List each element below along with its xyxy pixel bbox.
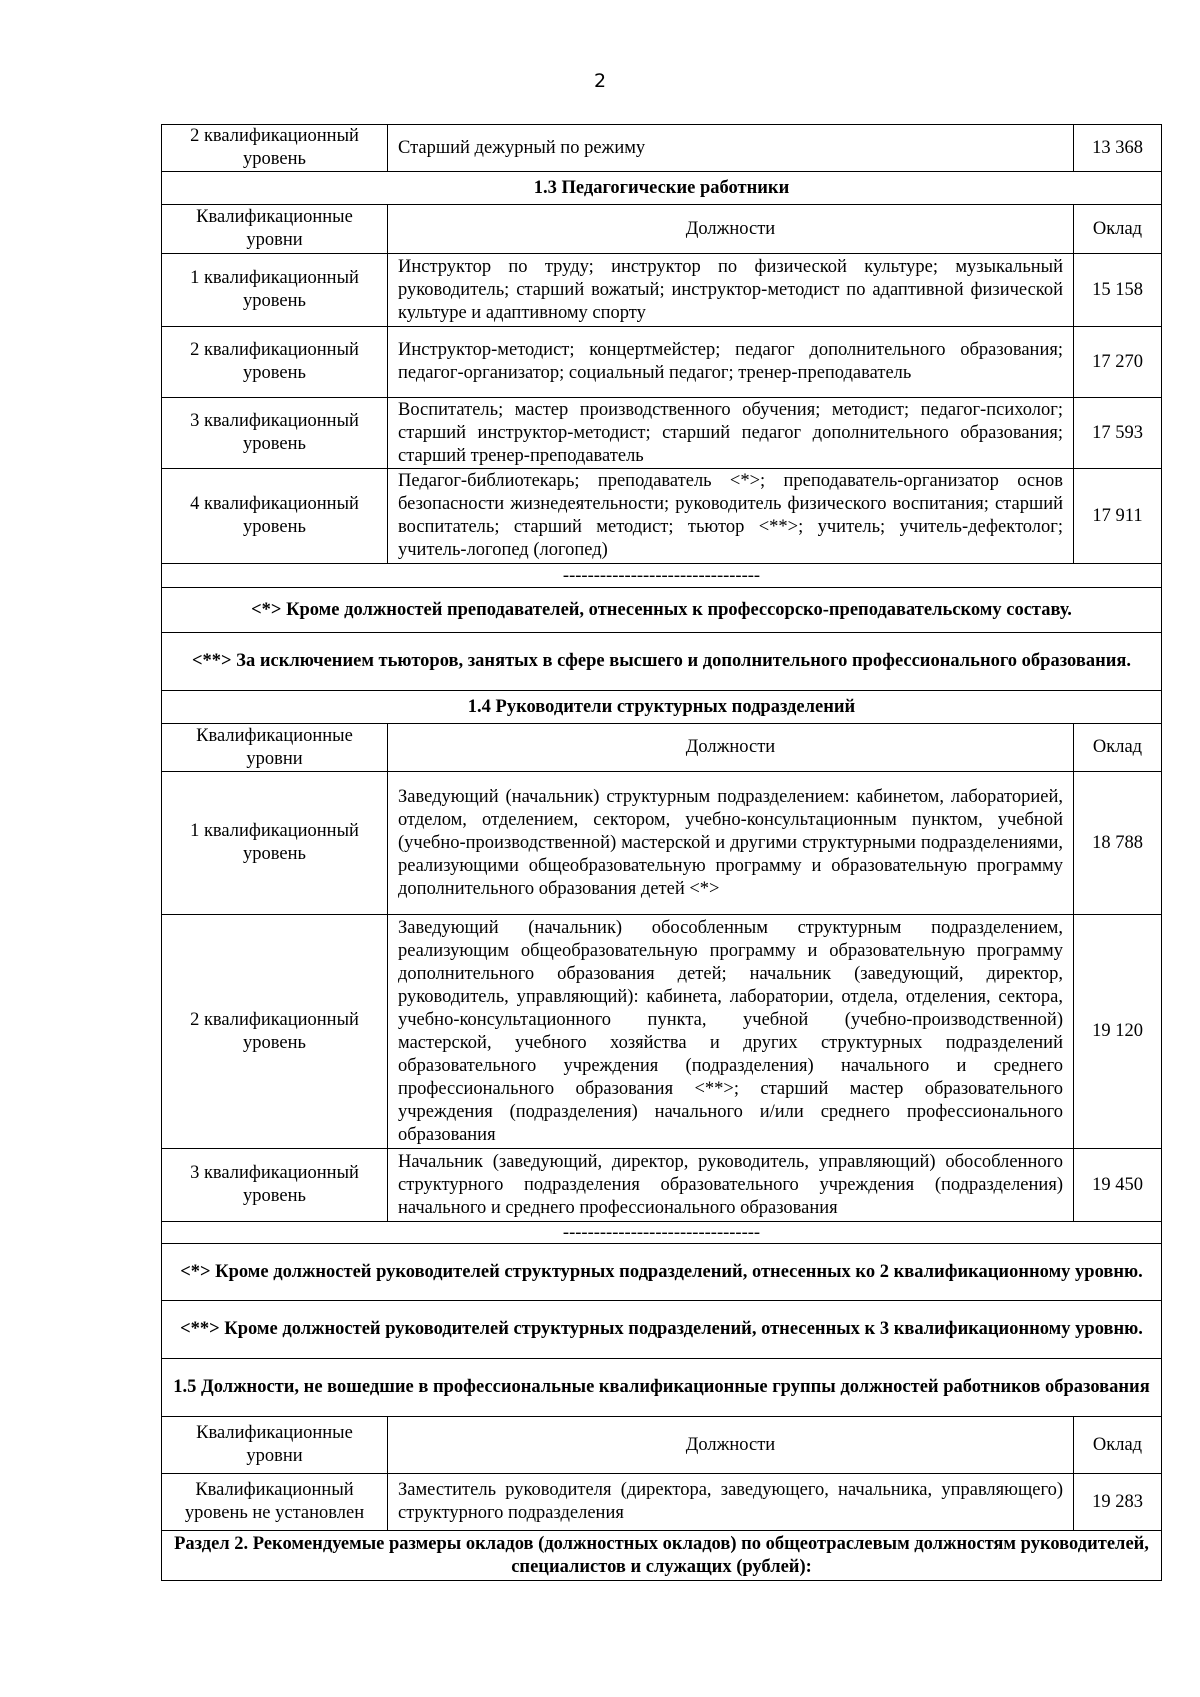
level-cell: 1 квалификационный уровень bbox=[162, 254, 388, 327]
level-cell: 3 квалификационный уровень bbox=[162, 1149, 388, 1222]
table-row bbox=[162, 772, 1162, 915]
level-cell: 1 квалификационный уровень bbox=[162, 772, 388, 915]
salary-cell: 19 120 bbox=[1074, 915, 1162, 1149]
header-row bbox=[162, 205, 1162, 254]
positions-cell: Инструктор по труду; инструктор по физической культуре; музыкальный руководитель; старший вожатый; инструктор-методист по адаптивной физической культуре и адаптивному спорту bbox=[388, 254, 1074, 327]
header-level: Квалификационные уровни bbox=[162, 1417, 388, 1474]
separator-line: -------------------------------- bbox=[162, 564, 1162, 588]
level-cell: 4 квалификационный уровень bbox=[162, 469, 388, 564]
positions-cell: Заместитель руководителя (директора, заведующего, начальника, управляющего) структурного подразделения bbox=[388, 1474, 1074, 1531]
salary-cell: 19 450 bbox=[1074, 1149, 1162, 1222]
footnote: <*> Кроме должностей преподавателей, отнесенных к профессорско-преподавательскому составу. bbox=[162, 588, 1162, 633]
table-row bbox=[162, 915, 1162, 1149]
positions-cell: Заведующий (начальник) обособленным структурным подразделением, реализующим общеобразовательную программу и образовательную программу дополнительного образования детей; начальник (заведующий, директор, руководитель, управляющий): кабинета, лаборатории, отдела, отделения, сектора, учебно-консультационного пункта, учебной (учебно-производственной) мастерской, учебного хозяйства и других структурных подразделений образовательного учреждения (подразделения) начального и среднего профессионального образования <**>; старший мастер образовательного учреждения (подразделения) начального и/или среднего профессионального образования bbox=[388, 915, 1074, 1149]
section-title: 1.3 Педагогические работники bbox=[162, 172, 1162, 205]
positions-cell: Инструктор-методист; концертмейстер; педагог дополнительного образования; педагог-организатор; социальный педагог; тренер-преподаватель bbox=[388, 327, 1074, 398]
table-row bbox=[162, 254, 1162, 327]
salary-cell: 15 158 bbox=[1074, 254, 1162, 327]
table-row bbox=[162, 1474, 1162, 1531]
section-title-row bbox=[162, 172, 1162, 205]
header-positions: Должности bbox=[388, 205, 1074, 254]
header-salary: Оклад bbox=[1074, 1417, 1162, 1474]
footnote: <**> Кроме должностей руководителей структурных подразделений, отнесенных к 3 квалификационному уровню. bbox=[162, 1301, 1162, 1359]
level-cell: 2 квалификационный уровень bbox=[162, 915, 388, 1149]
section-title-row bbox=[162, 1531, 1162, 1581]
note-row bbox=[162, 1244, 1162, 1301]
header-positions: Должности bbox=[388, 1417, 1074, 1474]
salary-cell: 19 283 bbox=[1074, 1474, 1162, 1531]
salary-cell: 17 911 bbox=[1074, 469, 1162, 564]
positions-cell: Старший дежурный по режиму bbox=[388, 125, 1074, 172]
level-cell: 2 квалификационный уровень bbox=[162, 327, 388, 398]
table-row bbox=[162, 327, 1162, 398]
positions-cell: Начальник (заведующий, директор, руководитель, управляющий) обособленного структурного подразделения образовательного учреждения (подразделения) начального и среднего профессионального образования bbox=[388, 1149, 1074, 1222]
footnote: <**> За исключением тьюторов, занятых в сфере высшего и дополнительного профессионального образования. bbox=[162, 633, 1162, 691]
note-row bbox=[162, 633, 1162, 691]
header-row bbox=[162, 724, 1162, 772]
section-title: 1.5 Должности, не вошедшие в профессиональные квалификационные группы должностей работников образования bbox=[162, 1359, 1162, 1417]
salary-cell: 17 270 bbox=[1074, 327, 1162, 398]
note-row bbox=[162, 1301, 1162, 1359]
positions-cell: Заведующий (начальник) структурным подразделением: кабинетом, лабораторией, отделом, отделением, сектором, учебно-консультационным пунктом, учебной (учебно-производственной) мастерской и другими структурными подразделениями, реализующими общеобразовательную программу и образовательную программу дополнительного образования детей <*> bbox=[388, 772, 1074, 915]
section-title: Раздел 2. Рекомендуемые размеры окладов (должностных окладов) по общеотраслевым должностям руководителей, специалистов и служащих (рублей): bbox=[162, 1531, 1162, 1581]
footnote: <*> Кроме должностей руководителей структурных подразделений, отнесенных ко 2 квалификационному уровню. bbox=[162, 1244, 1162, 1301]
header-row bbox=[162, 1417, 1162, 1474]
table-row bbox=[162, 469, 1162, 564]
salary-cell: 13 368 bbox=[1074, 125, 1162, 172]
section-title-row bbox=[162, 691, 1162, 724]
section-title: 1.4 Руководители структурных подразделений bbox=[162, 691, 1162, 724]
header-positions: Должности bbox=[388, 724, 1074, 772]
table-row bbox=[162, 398, 1162, 469]
separator-line: -------------------------------- bbox=[162, 1222, 1162, 1244]
salary-cell: 18 788 bbox=[1074, 772, 1162, 915]
table-row bbox=[162, 125, 1162, 172]
header-salary: Оклад bbox=[1074, 205, 1162, 254]
positions-cell: Педагог-библиотекарь; преподаватель <*>; преподаватель-организатор основ безопасности жизнедеятельности; руководитель физического воспитания; старший воспитатель; старший методист; тьютор <**>; учитель; учитель-дефектолог; учитель-логопед (логопед) bbox=[388, 469, 1074, 564]
table-row bbox=[162, 1149, 1162, 1222]
level-cell: 3 квалификационный уровень bbox=[162, 398, 388, 469]
salary-table bbox=[161, 124, 1162, 1581]
header-level: Квалификационные уровни bbox=[162, 205, 388, 254]
level-cell: Квалификационный уровень не установлен bbox=[162, 1474, 388, 1531]
salary-cell: 17 593 bbox=[1074, 398, 1162, 469]
positions-cell: Воспитатель; мастер производственного обучения; методист; педагог-психолог; старший инструктор-методист; старший педагог дополнительного образования; старший тренер-преподаватель bbox=[388, 398, 1074, 469]
header-level: Квалификационные уровни bbox=[162, 724, 388, 772]
level-cell: 2 квалификационный уровень bbox=[162, 125, 388, 172]
page-number: 2 bbox=[593, 70, 607, 92]
header-salary: Оклад bbox=[1074, 724, 1162, 772]
separator-row bbox=[162, 1222, 1162, 1244]
separator-row bbox=[162, 564, 1162, 588]
note-row bbox=[162, 588, 1162, 633]
section-title-row bbox=[162, 1359, 1162, 1417]
